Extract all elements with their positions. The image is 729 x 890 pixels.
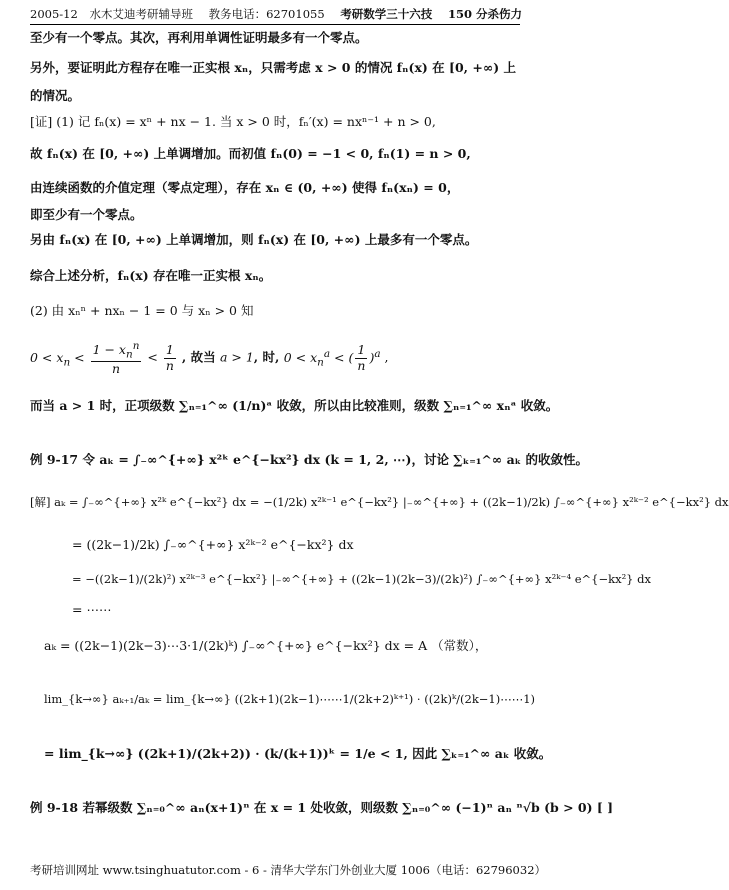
header-phone: 教务电话：62701055 xyxy=(208,7,325,21)
math-line: [解] aₖ = ∫₋∞^{+∞} x²ᵏ e^{−kx²} dx = −(1/2k) x²ᵏ⁻¹ e^{−kx²} |₋∞^{+∞} + ((2k−1)/2k) ∫₋∞^{+∞} x²ᵏ⁻² e^{−kx²} dx xyxy=(30,495,729,509)
header-slogan: 150 分杀伤力 xyxy=(447,7,522,21)
page-header xyxy=(30,6,520,22)
math-line: = ((2k−1)/2k) ∫₋∞^{+∞} x²ᵏ⁻² e^{−kx²} dx xyxy=(72,537,354,552)
math-line: aₖ = ((2k−1)(2k−3)⋯3·1/(2k)ᵏ) ∫₋∞^{+∞} e^{−kx²} dx = A （常数）， xyxy=(44,638,488,653)
text-line: 至少有一个零点。其次，再利用单调性证明最多有一个零点。 xyxy=(30,30,368,45)
header-org: 水木艾迪考研辅导班 xyxy=(89,7,193,21)
text-line: 的情况。 xyxy=(30,88,81,103)
text-line: 故 fₙ(x) 在 [0, +∞) 上单调增加。而初值 fₙ(0) = −1 < 0, fₙ(1) = n > 0, xyxy=(30,146,471,161)
text-line: 由连续函数的介值定理（零点定理），存在 xₙ ∈ (0, +∞) 使得 fₙ(xₙ) = 0， xyxy=(30,180,460,195)
text-line: 另由 fₙ(x) 在 [0, +∞) 上单调增加，则 fₙ(x) 在 [0, +∞) 上最多有一个零点。 xyxy=(30,232,478,247)
text-line: [证] (1) 记 fₙ(x) = xⁿ + nx − 1. 当 x > 0 时，fₙ′(x) = nxⁿ⁻¹ + n > 0, xyxy=(30,114,436,129)
math-line: = ⋯⋯ xyxy=(72,602,112,617)
math-line: lim_{k→∞} aₖ₊₁/aₖ = lim_{k→∞} ((2k+1)(2k−1)⋯⋯1/(2k+2)ᵏ⁺¹) · ((2k)ᵏ/(2k−1)⋯⋯1) xyxy=(44,692,536,706)
text-line: 另外，要证明此方程存在唯一正实根 xₙ，只需考虑 x > 0 的情况 fₙ(x) 在 [0, +∞) 上 xyxy=(30,60,516,75)
text-line: 而当 a > 1 时，正项级数 ∑ₙ₌₁^∞ (1/n)ᵃ 收敛，所以由比较准则，级数 ∑ₙ₌₁^∞ xₙᵃ 收敛。 xyxy=(30,398,559,413)
math-line: = −((2k−1)/(2k)²) x²ᵏ⁻³ e^{−kx²} |₋∞^{+∞} + ((2k−1)(2k−3)/(2k)²) ∫₋∞^{+∞} x²ᵏ⁻⁴ e^{−kx²} dx xyxy=(72,572,651,586)
header-series: 考研数学三十六技 xyxy=(340,7,433,21)
text-line: (2) 由 xₙⁿ + nxₙ − 1 = 0 与 xₙ > 0 知 xyxy=(30,303,254,318)
header-code: 2005-12 xyxy=(30,7,78,21)
page-footer: 考研培训网址 www.tsinghuatutor.com - 6 - 清华大学东门外创业大厦 1006（电话：62796032） xyxy=(30,863,547,877)
math-line: = lim_{k→∞} ((2k+1)/(2k+2)) · (k/(k+1))ᵏ = 1/e < 1, 因此 ∑ₖ₌₁^∞ aₖ 收敛。 xyxy=(44,746,552,761)
text-line: 综合上述分析，fₙ(x) 存在唯一正实根 xₙ。 xyxy=(30,268,272,283)
math-display: $0 < x_n$ < $\frac{1 - x_n^n}{n}$ < $\frac{1}{n}$ , 故当 a > 1, 时, $0 < x_n^a$ < ( $\frac{1}{n}$ )$^a$ , xyxy=(30,340,389,376)
header-rule xyxy=(30,24,520,25)
text-line: 即至少有一个零点。 xyxy=(30,207,143,222)
example-heading: 例 9-17 令 aₖ = ∫₋∞^{+∞} x²ᵏ e^{−kx²} dx (k = 1, 2, ⋯)，讨论 ∑ₖ₌₁^∞ aₖ 的收敛性。 xyxy=(30,452,589,467)
example-heading: 例 9-18 若幂级数 ∑ₙ₌₀^∞ aₙ(x+1)ⁿ 在 x = 1 处收敛，则级数 ∑ₙ₌₀^∞ (−1)ⁿ aₙ ⁿ√b (b > 0) [ ] xyxy=(30,800,614,815)
